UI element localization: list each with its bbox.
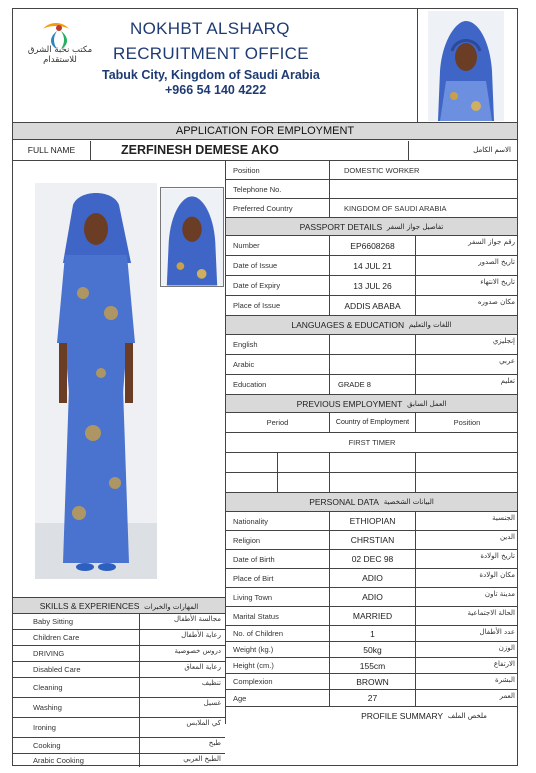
issue-date-row xyxy=(225,256,517,276)
date-of-birth-label: Date of Birth xyxy=(226,550,330,568)
empty-cell xyxy=(278,453,330,472)
country-column-header: Country of Employment xyxy=(330,413,416,432)
passport-number-row xyxy=(225,236,517,256)
skills-title: SKILLS & EXPERIENCES xyxy=(39,601,140,611)
arabic-label: Arabic xyxy=(226,355,330,374)
empty-cell xyxy=(226,453,278,472)
skill-row xyxy=(13,614,225,630)
preferred-country-value: KINGDOM OF SAUDI ARABIA xyxy=(344,203,447,213)
empty-cell xyxy=(278,473,330,492)
company-subtitle: RECRUITMENT OFFICE xyxy=(113,44,309,63)
religion-row xyxy=(225,531,517,550)
passport-number-value: EP6608268 xyxy=(330,236,416,255)
religion-value: CHRSTIAN xyxy=(330,531,416,549)
marital-status-row xyxy=(225,607,517,626)
religion-label: Religion xyxy=(226,531,330,549)
headshot-photo xyxy=(160,187,224,287)
position-value: DOMESTIC WORKER xyxy=(344,165,420,175)
profile-title: PROFILE SUMMARY xyxy=(361,710,444,721)
skill-row xyxy=(13,718,225,738)
nationality-label: Nationality xyxy=(226,512,330,530)
skills-title-arabic: المهارات والخبرات xyxy=(144,603,199,611)
skill-label: Baby Sitting xyxy=(13,614,140,629)
nationality-value: ETHIOPIAN xyxy=(330,512,416,530)
full-body-photo xyxy=(35,183,157,579)
nationality-row xyxy=(225,512,517,531)
arabic-value xyxy=(330,355,416,374)
skill-arabic: تنظيف xyxy=(201,679,221,687)
skill-label: Arabic Cooking xyxy=(13,754,140,767)
previous-empty-row-1 xyxy=(225,453,517,473)
arabic-arabic: عربي xyxy=(499,357,515,365)
personal-title-arabic: البيانات الشخصية xyxy=(383,498,434,506)
telephone-row xyxy=(225,180,517,199)
skill-row xyxy=(13,678,225,698)
personal-title: PERSONAL DATA xyxy=(309,497,379,507)
english-row xyxy=(225,335,517,355)
languages-title: LANGUAGES & EDUCATION xyxy=(291,320,405,330)
children-row xyxy=(225,626,517,642)
education-value: GRADE 8 xyxy=(330,375,416,394)
complexion-row xyxy=(225,674,517,690)
issue-date-arabic: تاريخ الصدور xyxy=(478,258,515,266)
place-of-issue-row xyxy=(225,296,517,316)
skill-label: Ironing xyxy=(13,718,140,737)
personal-data-header xyxy=(225,493,517,512)
english-label: English xyxy=(226,335,330,354)
skill-arabic: كي الملابس xyxy=(186,719,221,727)
weight-arabic: الوزن xyxy=(498,644,515,652)
preferred-country-row xyxy=(225,199,517,218)
previous-employment-header xyxy=(225,395,517,413)
languages-title-arabic: اللغات والتعليم xyxy=(408,321,452,329)
passport-section-header xyxy=(225,218,517,236)
date-of-birth-arabic: تاريخ الولادة xyxy=(480,552,515,560)
logo-arabic-text: مكتب نخبة الشرق للاستقدام xyxy=(27,45,93,65)
place-of-birth-label: Place of Birt xyxy=(226,569,330,587)
living-town-label: Living Town xyxy=(226,588,330,606)
height-label: Height (cm.) xyxy=(226,658,330,673)
arabic-row xyxy=(225,355,517,375)
children-value: 1 xyxy=(330,626,416,641)
expiry-date-arabic: تاريخ الانتهاء xyxy=(480,278,515,286)
issue-date-label: Date of Issue xyxy=(226,256,330,275)
profile-summary-title-wrap xyxy=(330,707,518,724)
first-timer-note: FIRST TIMER xyxy=(348,438,396,447)
expiry-date-row xyxy=(225,276,517,296)
weight-label: Weight (kg.) xyxy=(226,642,330,657)
portrait-photo xyxy=(428,11,504,121)
issue-date-value: 14 JUL 21 xyxy=(330,256,416,275)
nationality-arabic: الجنسية xyxy=(492,514,515,522)
skill-label: DRIVING xyxy=(13,646,140,661)
skills-table xyxy=(13,597,225,767)
skill-label: Washing xyxy=(13,698,140,717)
skill-row xyxy=(13,754,225,767)
height-arabic: الارتفاع xyxy=(493,660,515,668)
position-column-header: Position xyxy=(453,418,481,427)
previous-title-arabic: العمل السابق xyxy=(407,399,447,408)
height-row xyxy=(225,658,517,674)
skills-header xyxy=(13,597,225,614)
age-row xyxy=(225,690,517,707)
complexion-value: BROWN xyxy=(330,674,416,689)
preferred-country-label: Preferred Country xyxy=(226,199,330,217)
passport-number-arabic: رقم جواز السفر xyxy=(468,238,515,246)
skill-arabic: دروس خصوصية xyxy=(174,647,221,655)
complexion-arabic: البشرة xyxy=(495,676,515,684)
telephone-label: Telephone No. xyxy=(226,180,330,198)
application-form xyxy=(12,8,518,766)
date-of-birth-row xyxy=(225,550,517,569)
previous-title: PREVIOUS EMPLOYMENT xyxy=(296,398,403,409)
skill-label: Children Care xyxy=(13,630,140,645)
place-of-issue-label: Place of Issue xyxy=(226,296,330,315)
place-of-birth-value: ADIO xyxy=(330,569,416,587)
previous-columns-row xyxy=(225,413,517,433)
living-town-row xyxy=(225,588,517,607)
first-timer-row xyxy=(225,433,517,453)
age-value: 27 xyxy=(330,690,416,706)
skill-arabic: طبخ xyxy=(208,739,221,747)
empty-cell xyxy=(330,453,416,472)
fullname-label-arabic: الاسم الكامل xyxy=(473,146,511,154)
skill-label: Cooking xyxy=(13,738,140,753)
company-title: NOKHBT ALSHARQ xyxy=(130,19,290,38)
complexion-label: Complexion xyxy=(226,674,330,689)
living-town-arabic: مدينة تاون xyxy=(484,590,515,598)
place-of-birth-arabic: مكان الولادة xyxy=(479,571,515,579)
children-label: No. of Children xyxy=(226,626,330,641)
skill-arabic: رعاية المعاق xyxy=(184,663,221,671)
children-arabic: عدد الأطفال xyxy=(479,628,515,636)
skill-arabic: غسيل xyxy=(203,699,221,707)
passport-title: PASSPORT DETAILS xyxy=(299,221,383,232)
passport-number-label: Number xyxy=(226,236,330,255)
application-band: APPLICATION FOR EMPLOYMENT xyxy=(13,122,517,140)
education-arabic: تعليم xyxy=(500,377,515,385)
height-value: 155cm xyxy=(330,658,416,673)
skill-arabic: مجالسة الأطفال xyxy=(173,615,221,623)
previous-empty-row-2 xyxy=(225,473,517,493)
skill-row xyxy=(13,630,225,646)
skill-label: Cleaning xyxy=(13,678,140,697)
skill-arabic: رعاية الأطفال xyxy=(181,631,221,639)
education-label: Education xyxy=(226,375,330,394)
weight-row xyxy=(225,642,517,658)
date-of-birth-value: 02 DEC 98 xyxy=(330,550,416,568)
expiry-date-label: Date of Expiry xyxy=(226,276,330,295)
fullname-label: FULL NAME xyxy=(13,141,91,160)
profile-summary-header xyxy=(225,707,517,724)
age-arabic: العمر xyxy=(499,692,515,700)
age-label: Age xyxy=(226,690,330,706)
skill-row xyxy=(13,738,225,754)
company-city: Tabuk City, Kingdom of Saudi Arabia xyxy=(102,68,320,82)
company-phone: +966 54 140 4222 xyxy=(165,83,267,97)
religion-arabic: الدين xyxy=(499,533,515,541)
position-row xyxy=(225,161,517,180)
fullname-value: ZERFINESH DEMESE AKO xyxy=(91,141,409,160)
place-of-birth-row xyxy=(225,569,517,588)
place-of-issue-arabic: مكان صدوره xyxy=(477,298,515,306)
header xyxy=(13,9,418,122)
skill-row xyxy=(13,662,225,678)
fullname-row xyxy=(13,141,517,161)
english-value xyxy=(330,335,416,354)
passport-title-arabic: تفاصيل جواز السفر xyxy=(386,222,444,231)
skill-row xyxy=(13,698,225,718)
marital-status-arabic: الحالة الاجتماعية xyxy=(467,609,515,617)
skill-arabic: الطبخ العربي xyxy=(183,755,221,763)
living-town-value: ADIO xyxy=(330,588,416,606)
skill-label: Disabled Care xyxy=(13,662,140,677)
marital-status-value: MARRIED xyxy=(330,607,416,625)
languages-section-header xyxy=(225,316,517,335)
telephone-value xyxy=(330,180,518,198)
skill-row xyxy=(13,646,225,662)
place-of-issue-value: ADDIS ABABA xyxy=(330,296,416,315)
weight-value: 50kg xyxy=(330,642,416,657)
marital-status-label: Marital Status xyxy=(226,607,330,625)
expiry-date-value: 13 JUL 26 xyxy=(330,276,416,295)
profile-title-arabic: ملخص الملف xyxy=(447,711,487,720)
period-column-header: Period xyxy=(226,413,330,432)
empty-cell xyxy=(226,473,278,492)
english-arabic: إنجليزي xyxy=(492,337,515,345)
position-label: Position xyxy=(226,161,330,179)
education-row xyxy=(225,375,517,395)
empty-cell xyxy=(330,473,416,492)
